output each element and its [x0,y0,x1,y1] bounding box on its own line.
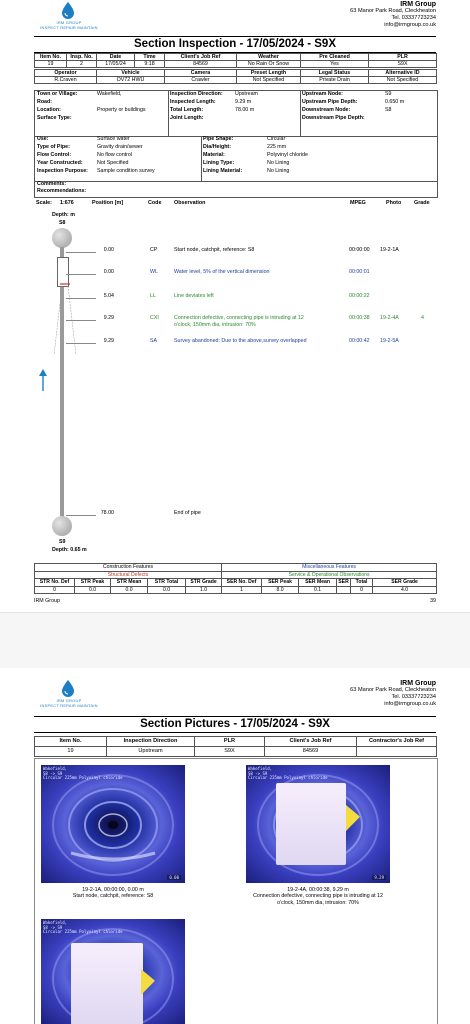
header-label: Pre Cleaned [301,54,369,61]
scale-value: 1:676 [60,200,74,206]
observation-photo[interactable]: 19-2-5A [380,338,399,344]
intrusion-patch [71,943,143,1024]
pictures-header-value: S9X [195,747,265,757]
start-node-label: S8 [59,220,66,226]
observation-text-continued: o'clock, 150mm dia, intrusion: 70% [174,322,256,328]
overlay-pipe: Circular 225mm Polyvinyl chloride [248,775,328,780]
detail-label: Use: [37,136,49,142]
detail-label: Downstream Pipe Depth: [302,115,365,121]
header-value: Private Drain [301,77,369,84]
service-observations-label: Service & Operational Observations [222,571,437,579]
summary-value: 1 [222,586,262,594]
summary-header: SER No. Def [222,579,262,587]
logo-subtext: INSPECT REPAIR MAINTAIN [40,703,98,708]
pictures-header-value: 19 [35,747,107,757]
comments-label: Comments: [37,181,67,187]
observation-code: WL [150,269,158,275]
pictures-header-value [357,747,437,757]
page-number: 39 [430,598,436,604]
page-title: Section Inspection - 17/05/2024 - S9X [34,36,436,53]
photo-caption [233,887,403,906]
recommendations-label: Recommendations: [37,188,87,194]
detail-label: Joint Length: [170,115,204,121]
company-logo [34,680,104,712]
header-value: Not Specified [237,77,301,84]
summary-value: 0.0 [111,586,148,594]
summary-header: STR Total [148,579,186,587]
summary-value: 0.0 [75,586,111,594]
detail-label: Type of Pipe: [37,144,70,150]
header-value: 84569 [165,61,237,68]
detail-value: No flow control [97,152,133,158]
detail-label: Upstream Pipe Depth: [302,99,358,105]
header-value: OV72 HWU [97,77,165,84]
pipe-interior-graphic [41,765,185,883]
detail-value: 225 mm [267,144,287,150]
detail-value: Property or buildings [97,107,146,113]
pictures-header-label: Client's Job Ref [265,737,357,747]
company-logo [34,2,104,34]
observation-text: Water level, 5% of the vertical dimension [174,269,270,275]
pictures-header-value: Upstream [107,747,195,757]
header-value: Not Specified [369,77,437,84]
intrusion-patch [276,783,346,865]
summary-value: 1.0 [186,586,222,594]
summary-value: 0 [351,586,373,594]
detail-label: Material: [203,152,225,158]
summary-table [34,563,437,594]
code-header: Code [148,200,162,206]
photo-caption-ref: 19-2-4A, 00:00:38, 9.29 m [287,887,349,893]
detail-label: Total Length: [170,107,204,113]
detail-value: 9.29 m [235,99,252,105]
logo-text: IRM GROUP [56,20,82,25]
inspection-photo[interactable] [246,765,390,883]
pictures-header-table [34,736,437,757]
end-depth-label: Depth: 0.65 m [52,547,87,553]
logo-subtext: INSPECT REPAIR MAINTAIN [40,25,98,30]
overlay-location: Wakefield, [43,920,68,925]
observation-position: 0.00 [103,247,114,253]
photo-overlay-text [248,767,327,781]
header-label: Date [97,54,135,61]
observation-photo[interactable]: 19-2-4A [380,315,399,321]
observation-text: Connection defective, connecting pipe is intruding at 12 [174,315,304,321]
summary-value [337,586,351,594]
observation-code: CXI [150,315,159,321]
detail-value: Upstream [235,91,258,97]
observation-text: Line deviates left [174,293,214,299]
overlay-pipe: Circular 225mm Polyvinyl chloride [43,929,123,934]
detail-value: 0.650 m [385,99,405,105]
header-label: Vehicle [97,70,165,77]
end-node-label: S9 [59,539,66,545]
summary-header: STR No. Def [35,579,75,587]
observation-code: LL [150,293,156,299]
detail-value: Wakefield, [97,91,122,97]
page-footer [34,598,436,604]
end-node-manhole [52,516,72,536]
detail-value: No Lining [267,160,290,166]
detail-label: Location: [37,107,61,113]
observation-mpeg[interactable]: 00:00:00 [349,247,370,253]
observation-mpeg[interactable]: 00:00:42 [349,338,370,344]
summary-header: SER [338,579,349,585]
depth-label: Depth: m [52,212,75,218]
header-label: Client's Job Ref [165,54,237,61]
detail-label: Dia/Height: [203,144,231,150]
photo-caption [28,887,198,900]
position-header: Position [m] [92,200,124,206]
detail-label: Road: [37,99,53,105]
footer-company: IRM Group [34,598,60,604]
detail-label: Flow Control: [37,152,72,158]
header-value: No Rain Or Snow [237,61,301,68]
company-tel: Tel. 03337723234 [391,15,436,21]
end-position: 78.00 [100,510,114,516]
detail-label: Lining Material: [203,168,243,174]
summary-header: Total [351,579,373,587]
detail-label: Surface Type: [37,115,72,121]
pictures-header-label: Contractor's Job Ref [357,737,437,747]
photo-header: Photo [386,200,402,206]
header-label: Weather [237,54,301,61]
header-label: Camera [165,70,237,77]
detail-value: Sample condition survey [97,168,155,174]
observation-code: CP [150,247,158,253]
company-email[interactable]: info@irmgroup.co.uk [384,701,436,707]
header-value: 19 [35,61,67,68]
observation-mpeg[interactable]: 00:00:38 [349,315,370,321]
overlay-location: Wakefield, [248,766,273,771]
page-title: Section Pictures - 17/05/2024 - S9X [34,716,436,733]
detail-value: S9 [385,91,392,97]
observation-position: 0.00 [103,269,114,275]
water-drop-icon [61,2,75,19]
detail-value: No Lining [267,168,290,174]
detail-label: Pipe Shape: [203,136,234,142]
summary-header: SER Mean [299,579,337,587]
header-label: Preset Length [237,70,301,77]
summary-header: SER Grade [373,579,437,587]
header-value: R.Craven [35,77,97,84]
header-value: 17/05/24 [97,61,135,68]
observation-code: SA [150,338,158,344]
detail-label: Inspection Purpose: [37,168,88,174]
observation-text: Start node, catchpit, reference: S8 [174,247,255,253]
header-label: Insp. No. [67,54,97,61]
summary-value: 8.0 [262,586,299,594]
header-value: S9X [369,61,437,68]
header-label: Alternative ID [369,70,437,77]
detail-label: Year Constructed: [37,160,83,166]
company-name: IRM Group [400,680,436,687]
flow-direction-arrow-icon [38,368,48,392]
observation-position: 9.29 [103,338,114,344]
detail-value: Polyvinyl chloride [267,152,308,158]
pictures-header-label: Item No. [35,737,107,747]
photo-caption-text: Start node, catchpit, reference: S8 [72,893,154,900]
photo-overlay-text [43,767,122,781]
header-value: Crawler [165,77,237,84]
inspection-header-table-2 [34,69,437,84]
company-address: 63 Manor Park Road, Cleckheaton [350,8,436,14]
summary-header: SER Peak [262,579,299,587]
summary-header: STR Peak [75,579,111,587]
company-name: IRM Group [400,1,436,8]
construction-features-label: Construction Features [35,564,222,572]
header-label: Item No. [35,54,67,61]
observation-header: Observation [174,200,206,206]
pictures-frame [34,758,438,1024]
company-tel: Tel. 03337723234 [391,694,436,700]
overlay-nodes: S8 -> S9 [43,924,63,930]
detail-label: Upstream Node: [302,91,343,97]
end-observation-text: End of pipe [174,510,201,516]
section-pictures-page [0,668,470,1024]
photo-caption-text: Connection defective, connecting pipe is intruding at 12 [253,893,383,900]
start-node-manhole [52,228,72,248]
detail-label: Inspected Length: [170,99,216,105]
detail-value: 78.00 m [235,107,255,113]
water-drop-icon [61,680,75,697]
observation-mpeg[interactable]: 00:00:01 [349,269,370,275]
header-label: PLR [369,54,437,61]
company-contact [350,1,436,29]
detail-value: Not Specified [97,160,129,166]
header-value: 2 [67,61,97,68]
summary-header: STR Mean [111,579,148,587]
detail-value: S8 [385,107,392,113]
observation-mpeg[interactable]: 00:00:22 [349,293,370,299]
detail-value: Circular [267,136,286,142]
detail-label: Town or Village: [37,91,78,97]
mpeg-header: MPEG [350,200,366,206]
header-label: Legal Status [301,70,369,77]
detail-label: Downstream Node: [302,107,351,113]
detail-value: Surface water [97,136,130,142]
summary-header: STR Grade [186,579,222,587]
company-contact [350,680,436,708]
detail-label: Inspection Direction: [170,91,223,97]
pictures-header-label: Inspection Direction [107,737,195,747]
misc-features-label: Miscellaneous Features [222,564,437,572]
overlay-nodes: S8 -> S9 [43,770,63,776]
page-gap [0,612,470,670]
company-address: 63 Manor Park Road, Cleckheaton [350,687,436,693]
scale-label: Scale: [36,200,52,206]
photo-distance-stamp: 9.29 [374,875,384,880]
inspection-header-table [34,53,437,68]
pictures-header-value: 84569 [265,747,357,757]
grade-header: Grade [414,200,430,206]
header-value: 9:18 [135,61,165,68]
pictures-header-label: PLR [195,737,265,747]
observation-grade: 4 [421,315,424,321]
photo-distance-stamp: 0.00 [169,875,179,880]
inspection-photo[interactable] [41,765,185,883]
observation-position: 5.04 [103,293,114,299]
pipe-details-panel [34,90,438,198]
detail-value: Gravity drain/sewer [97,144,143,150]
header-label: Time [135,54,165,61]
header-label: Operator [35,70,97,77]
summary-value: 0 [35,586,75,594]
summary-value: 0.1 [299,586,337,594]
overlay-location: Wakefield, [43,766,68,771]
photo-overlay-text [43,921,122,935]
photo-caption-text-continued: o'clock, 150mm dia, intrusion: 70% [277,899,359,906]
logo-text: IRM GROUP [56,698,82,703]
inspection-photo[interactable] [41,919,185,1024]
summary-value: 0.0 [148,586,186,594]
company-email[interactable]: info@irmgroup.co.uk [384,22,436,28]
observation-text: Survey abandoned: Due to the above,survey overlapped [174,338,307,344]
overlay-pipe: Circular 225mm Polyvinyl chloride [43,775,123,780]
structural-defects-label: Structural Defects [35,571,222,579]
detail-label: Lining Type: [203,160,235,166]
summary-value: 4.0 [373,586,437,594]
observation-position: 9.29 [103,315,114,321]
photo-caption-ref: 19-2-1A, 00:00:00, 0.00 m [82,887,144,893]
overlay-nodes: S8 -> S9 [248,770,268,776]
header-value: Yes [301,61,369,68]
observation-photo[interactable]: 19-2-1A [380,247,399,253]
